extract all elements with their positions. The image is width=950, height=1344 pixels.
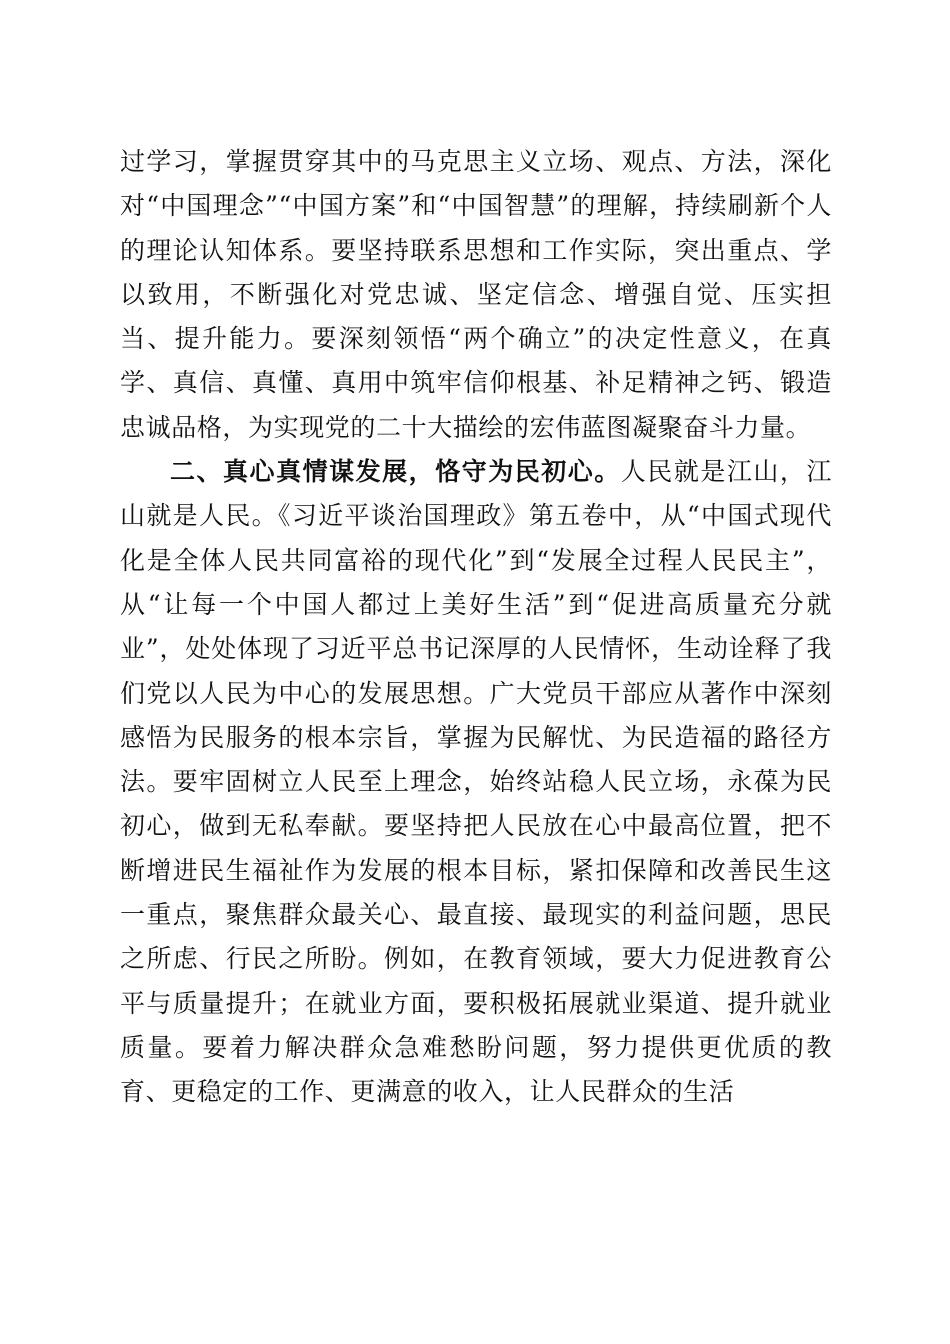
section-heading: 二、真心真情谋发展，恪守为民初心。 [170, 457, 621, 487]
paragraph-text: 过学习，掌握贯穿其中的马克思主义立场、观点、方法，深化对“中国理念”“中国方案”和“中国智慧”的理解，持续刷新个人的理论认知体系。要坚持联系思想和工作实际，突出重点、学以致用，不断强化对党忠诚、坚定信念、增强自觉、压实担当、提升能力。要深刻领悟“两个确立”的决定性意义，在真学、真信、真懂、真用中筑牢信仰根基、补足精神之钙、锻造忠诚品格，为实现党的二十大描绘的宏伟蓝图凝聚奋斗力量。 [120, 147, 832, 442]
paragraph-section-two [120, 450, 832, 1114]
body-text [120, 140, 832, 1115]
paragraph-text: 人民就是江山，江山就是人民。《习近平谈治国理政》第五卷中，从“中国式现代化是全体人民共同富裕的现代化”到“发展全过程人民民主”，从“让每一个中国人都过上美好生活”到“促进高质量充分就业”，处处体现了习近平总书记深厚的人民情怀，生动诠释了我们党以人民为中心的发展思想。广大党员干部应从著作中深刻感悟为民服务的根本宗旨，掌握为民解忧、为民造福的路径方法。要牢固树立人民至上理念，始终站稳人民立场，永葆为民初心，做到无私奉献。要坚持把人民放在心中最高位置，把不断增进民生福祉作为发展的根本目标，紧扣保障和改善民生这一重点，聚焦群众最关心、最直接、最现实的利益问题，思民之所虑、行民之所盼。例如，在教育领域，要大力促进教育公平与质量提升；在就业方面，要积极拓展就业渠道、提升就业质量。要着力解决群众急难愁盼问题，努力提供更优质的教育、更稳定的工作、更满意的收入，让人民群众的生活 [120, 457, 832, 1107]
paragraph-continued [120, 140, 832, 450]
